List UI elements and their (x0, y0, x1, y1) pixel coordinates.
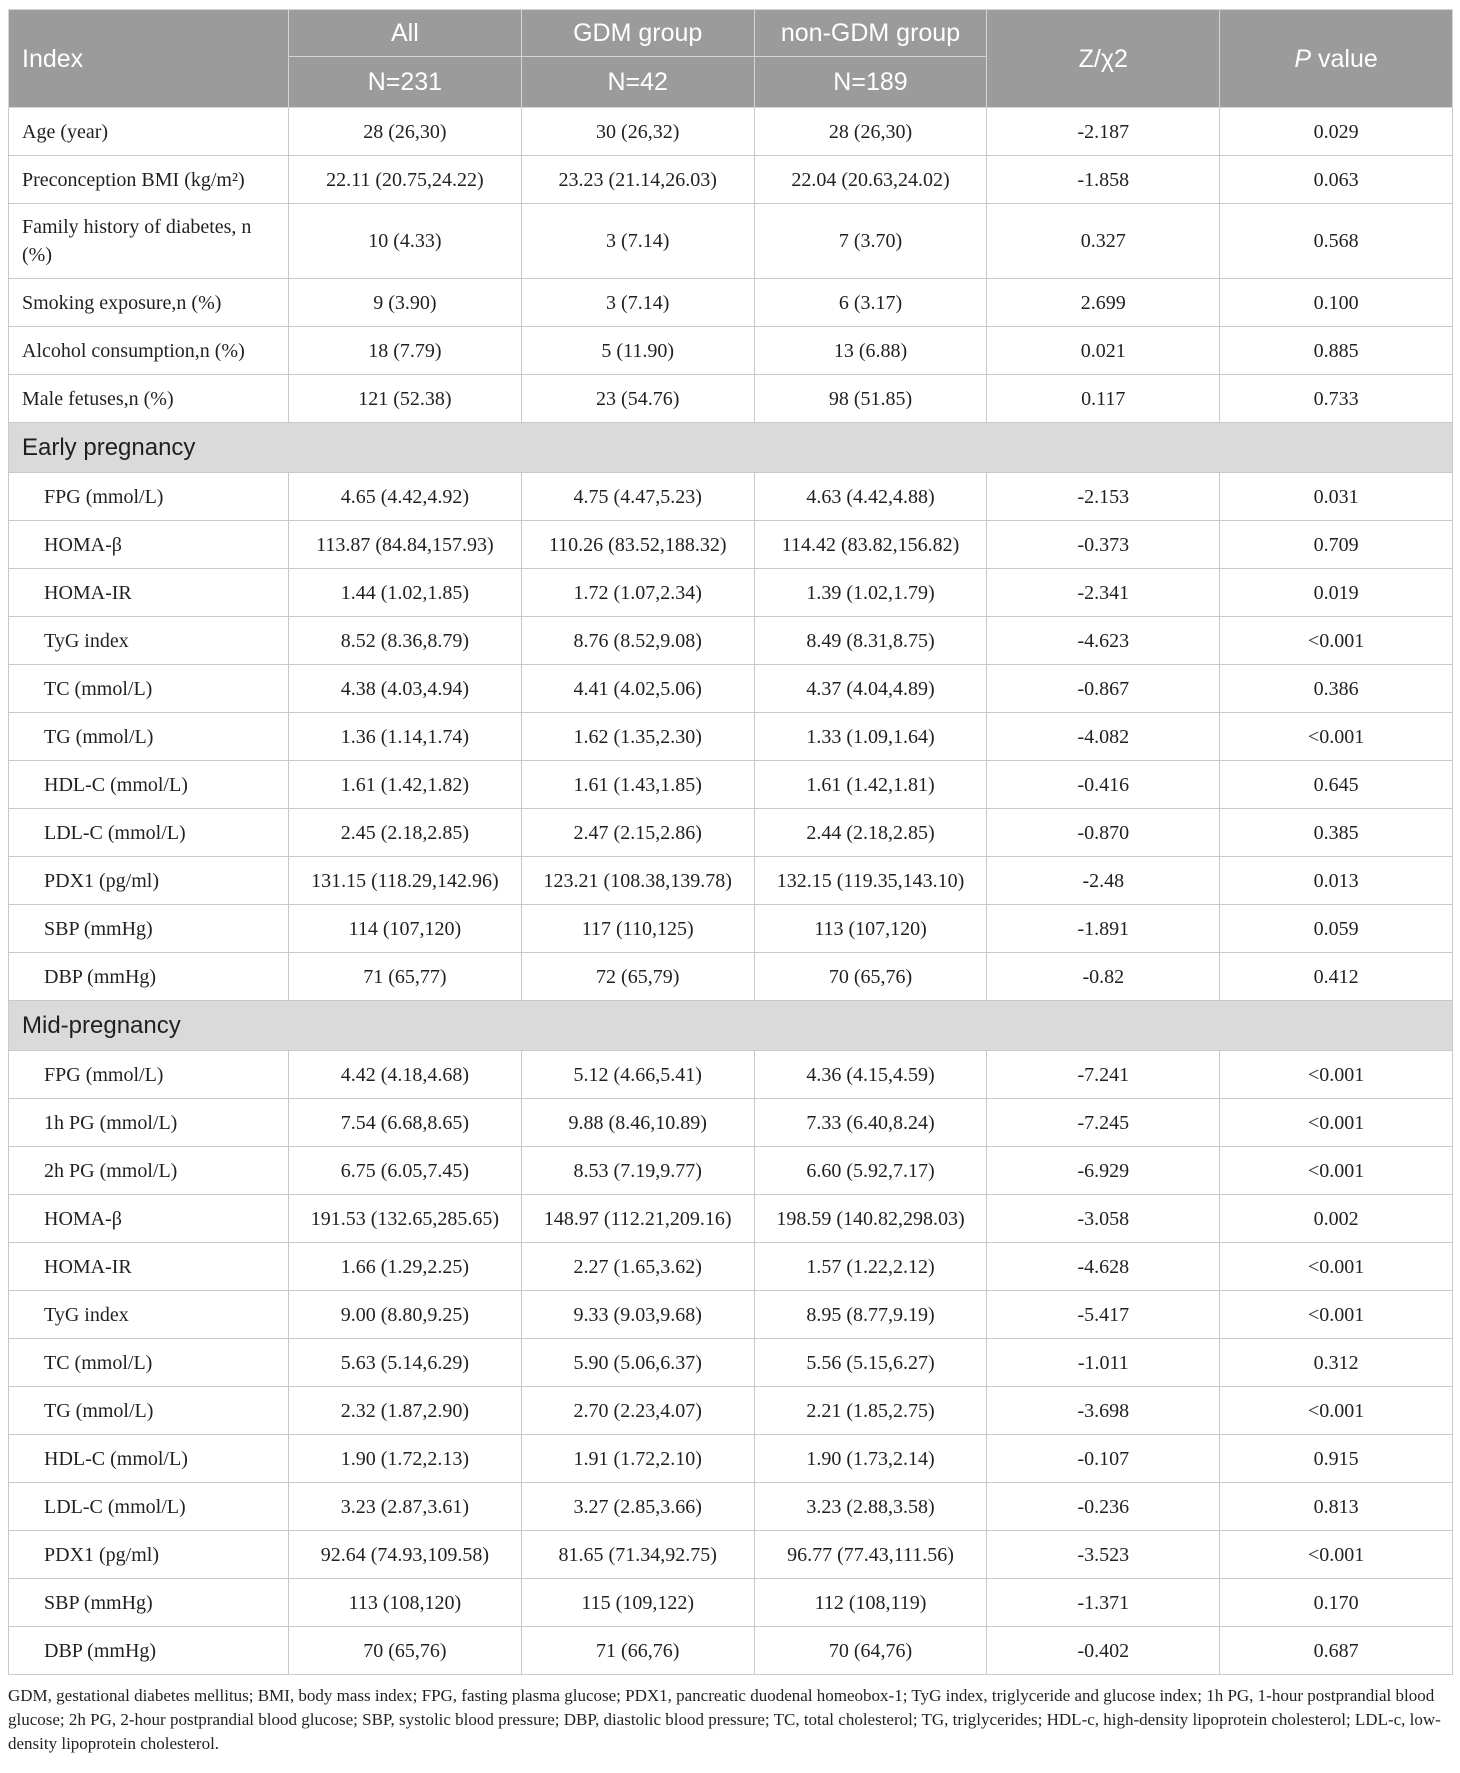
statistic-cell: -0.402 (987, 1627, 1220, 1675)
index-cell: HOMA-IR (9, 569, 289, 617)
p-value-cell: 0.029 (1220, 108, 1453, 156)
all-value-cell: 3.23 (2.87,3.61) (289, 1483, 522, 1531)
p-value-cell: 0.059 (1220, 905, 1453, 953)
gdm-value-cell: 1.91 (1.72,2.10) (521, 1435, 754, 1483)
p-value-cell: <0.001 (1220, 1147, 1453, 1195)
non-gdm-value-cell: 98 (51.85) (754, 375, 987, 423)
statistic-cell: -2.341 (987, 569, 1220, 617)
all-value-cell: 1.44 (1.02,1.85) (289, 569, 522, 617)
table-row (9, 857, 1453, 905)
all-value-cell: 1.66 (1.29,2.25) (289, 1243, 522, 1291)
statistic-cell: -0.107 (987, 1435, 1220, 1483)
gdm-value-cell: 2.70 (2.23,4.07) (521, 1387, 754, 1435)
all-value-cell: 71 (65,77) (289, 953, 522, 1001)
statistic-cell: 0.117 (987, 375, 1220, 423)
non-gdm-value-cell: 113 (107,120) (754, 905, 987, 953)
table-row (9, 108, 1453, 156)
p-value-cell: 0.645 (1220, 761, 1453, 809)
non-gdm-value-cell: 96.77 (77.43,111.56) (754, 1531, 987, 1579)
p-value-cell: <0.001 (1220, 1291, 1453, 1339)
table-row (9, 1339, 1453, 1387)
all-value-cell: 2.45 (2.18,2.85) (289, 809, 522, 857)
non-gdm-value-cell: 132.15 (119.35,143.10) (754, 857, 987, 905)
index-cell: LDL-C (mmol/L) (9, 809, 289, 857)
section-header-row (9, 423, 1453, 473)
all-value-cell: 5.63 (5.14,6.29) (289, 1339, 522, 1387)
index-cell: TyG index (9, 1291, 289, 1339)
gdm-value-cell: 9.33 (9.03,9.68) (521, 1291, 754, 1339)
gdm-value-cell: 23.23 (21.14,26.03) (521, 156, 754, 204)
gdm-value-cell: 5.12 (4.66,5.41) (521, 1051, 754, 1099)
all-value-cell: 113.87 (84.84,157.93) (289, 521, 522, 569)
gdm-value-cell: 110.26 (83.52,188.32) (521, 521, 754, 569)
statistic-cell: -0.82 (987, 953, 1220, 1001)
index-cell: HOMA-β (9, 1195, 289, 1243)
index-cell: HDL-C (mmol/L) (9, 761, 289, 809)
non-gdm-value-cell: 5.56 (5.15,6.27) (754, 1339, 987, 1387)
all-value-cell: 8.52 (8.36,8.79) (289, 617, 522, 665)
gdm-value-cell: 9.88 (8.46,10.89) (521, 1099, 754, 1147)
all-value-cell: 7.54 (6.68,8.65) (289, 1099, 522, 1147)
section-title: Mid-pregnancy (9, 1001, 1453, 1051)
p-value-cell: 0.386 (1220, 665, 1453, 713)
gdm-value-cell: 81.65 (71.34,92.75) (521, 1531, 754, 1579)
all-value-cell: 18 (7.79) (289, 327, 522, 375)
table-row (9, 617, 1453, 665)
gdm-value-cell: 8.53 (7.19,9.77) (521, 1147, 754, 1195)
table-row (9, 1051, 1453, 1099)
statistic-cell: 0.021 (987, 327, 1220, 375)
table-row (9, 1099, 1453, 1147)
index-cell: Preconception BMI (kg/m²) (9, 156, 289, 204)
statistic-cell: -0.236 (987, 1483, 1220, 1531)
gdm-value-cell: 3.27 (2.85,3.66) (521, 1483, 754, 1531)
non-gdm-value-cell: 1.33 (1.09,1.64) (754, 713, 987, 761)
gdm-value-cell: 3 (7.14) (521, 204, 754, 279)
all-value-cell: 4.42 (4.18,4.68) (289, 1051, 522, 1099)
gdm-value-cell: 72 (65,79) (521, 953, 754, 1001)
table-row (9, 375, 1453, 423)
p-value-cell: 0.312 (1220, 1339, 1453, 1387)
non-gdm-value-cell: 6 (3.17) (754, 279, 987, 327)
table-row (9, 1147, 1453, 1195)
all-value-cell: 121 (52.38) (289, 375, 522, 423)
statistic-cell: -3.698 (987, 1387, 1220, 1435)
statistic-cell: -0.870 (987, 809, 1220, 857)
non-gdm-sample-size: N=189 (754, 57, 987, 108)
statistic-cell: -7.241 (987, 1051, 1220, 1099)
statistic-cell: 0.327 (987, 204, 1220, 279)
gdm-value-cell: 30 (26,32) (521, 108, 754, 156)
all-value-cell: 4.38 (4.03,4.94) (289, 665, 522, 713)
non-gdm-value-cell: 112 (108,119) (754, 1579, 987, 1627)
statistic-cell: -0.416 (987, 761, 1220, 809)
statistic-cell: -0.867 (987, 665, 1220, 713)
p-value-cell: 0.687 (1220, 1627, 1453, 1675)
statistic-cell: -4.623 (987, 617, 1220, 665)
table-row (9, 1243, 1453, 1291)
gdm-value-cell: 2.27 (1.65,3.62) (521, 1243, 754, 1291)
p-value-cell: 0.709 (1220, 521, 1453, 569)
table-row (9, 521, 1453, 569)
table-row (9, 279, 1453, 327)
all-sample-size: N=231 (289, 57, 522, 108)
p-value-cell: 0.170 (1220, 1579, 1453, 1627)
statistic-cell: -2.48 (987, 857, 1220, 905)
all-value-cell: 10 (4.33) (289, 204, 522, 279)
index-cell: PDX1 (pg/ml) (9, 857, 289, 905)
gdm-value-cell: 8.76 (8.52,9.08) (521, 617, 754, 665)
index-cell: 2h PG (mmol/L) (9, 1147, 289, 1195)
index-cell: DBP (mmHg) (9, 1627, 289, 1675)
index-cell: SBP (mmHg) (9, 905, 289, 953)
non-gdm-value-cell: 198.59 (140.82,298.03) (754, 1195, 987, 1243)
gdm-value-cell: 3 (7.14) (521, 279, 754, 327)
index-cell: TG (mmol/L) (9, 1387, 289, 1435)
p-value-cell: 0.019 (1220, 569, 1453, 617)
table-row (9, 1627, 1453, 1675)
gdm-column-header: GDM group (521, 10, 754, 57)
gdm-value-cell: 5.90 (5.06,6.37) (521, 1339, 754, 1387)
all-value-cell: 191.53 (132.65,285.65) (289, 1195, 522, 1243)
table-body (9, 108, 1453, 1675)
index-cell: Age (year) (9, 108, 289, 156)
gdm-value-cell: 71 (66,76) (521, 1627, 754, 1675)
non-gdm-value-cell: 114.42 (83.82,156.82) (754, 521, 987, 569)
all-value-cell: 131.15 (118.29,142.96) (289, 857, 522, 905)
all-value-cell: 92.64 (74.93,109.58) (289, 1531, 522, 1579)
data-table (8, 9, 1453, 1675)
statistic-cell: -4.628 (987, 1243, 1220, 1291)
gdm-value-cell: 1.72 (1.07,2.34) (521, 569, 754, 617)
non-gdm-value-cell: 70 (64,76) (754, 1627, 987, 1675)
all-value-cell: 6.75 (6.05,7.45) (289, 1147, 522, 1195)
p-value-label: P value (1294, 44, 1378, 73)
table-row (9, 1291, 1453, 1339)
p-value-cell: <0.001 (1220, 1099, 1453, 1147)
gdm-value-cell: 4.75 (4.47,5.23) (521, 473, 754, 521)
all-value-cell: 1.61 (1.42,1.82) (289, 761, 522, 809)
non-gdm-value-cell: 8.49 (8.31,8.75) (754, 617, 987, 665)
statistic-cell: -6.929 (987, 1147, 1220, 1195)
table-row (9, 713, 1453, 761)
table-row (9, 473, 1453, 521)
all-value-cell: 113 (108,120) (289, 1579, 522, 1627)
index-cell: PDX1 (pg/ml) (9, 1531, 289, 1579)
index-cell: TC (mmol/L) (9, 665, 289, 713)
all-value-cell: 1.36 (1.14,1.74) (289, 713, 522, 761)
all-value-cell: 28 (26,30) (289, 108, 522, 156)
gdm-value-cell: 5 (11.90) (521, 327, 754, 375)
p-value-column-header (1220, 10, 1453, 108)
non-gdm-value-cell: 13 (6.88) (754, 327, 987, 375)
table-row (9, 1435, 1453, 1483)
non-gdm-value-cell: 2.44 (2.18,2.85) (754, 809, 987, 857)
index-cell: TyG index (9, 617, 289, 665)
statistic-cell: -1.371 (987, 1579, 1220, 1627)
table-row (9, 809, 1453, 857)
p-value-cell: 0.385 (1220, 809, 1453, 857)
statistic-cell: -2.153 (987, 473, 1220, 521)
non-gdm-value-cell: 7.33 (6.40,8.24) (754, 1099, 987, 1147)
p-value-cell: 0.733 (1220, 375, 1453, 423)
index-cell: TG (mmol/L) (9, 713, 289, 761)
index-cell: 1h PG (mmol/L) (9, 1099, 289, 1147)
non-gdm-value-cell: 28 (26,30) (754, 108, 987, 156)
index-cell: Family history of diabetes, n (%) (9, 204, 289, 279)
all-value-cell: 9 (3.90) (289, 279, 522, 327)
table-footnote: GDM, gestational diabetes mellitus; BMI, body mass index; FPG, fasting plasma glucose; PDX1, pancreatic duodenal homeobox-1; TyG index, triglyceride and glucose index; 1h PG, 1-hour postprandial blood glucose; 2h PG, 2-hour postprandial blood glucose; SBP, systolic blood pressure; DBP, diastolic blood pressure; TC, total cholesterol; TG, triglycerides; HDL-c, high-density lipoprotein cholesterol; LDL-c, low-density lipoprotein cholesterol. (8, 1686, 1441, 1753)
p-value-cell: 0.813 (1220, 1483, 1453, 1531)
non-gdm-value-cell: 3.23 (2.88,3.58) (754, 1483, 987, 1531)
statistic-cell: -7.245 (987, 1099, 1220, 1147)
non-gdm-value-cell: 22.04 (20.63,24.02) (754, 156, 987, 204)
p-value-cell: 0.100 (1220, 279, 1453, 327)
table-header (9, 10, 1453, 108)
p-value-cell: 0.915 (1220, 1435, 1453, 1483)
section-title: Early pregnancy (9, 423, 1453, 473)
non-gdm-value-cell: 8.95 (8.77,9.19) (754, 1291, 987, 1339)
table-row (9, 569, 1453, 617)
gdm-value-cell: 2.47 (2.15,2.86) (521, 809, 754, 857)
table-row (9, 204, 1453, 279)
statistic-cell: -1.858 (987, 156, 1220, 204)
p-value-cell: 0.031 (1220, 473, 1453, 521)
non-gdm-value-cell: 1.90 (1.73,2.14) (754, 1435, 987, 1483)
non-gdm-column-header: non-GDM group (754, 10, 987, 57)
all-value-cell: 9.00 (8.80,9.25) (289, 1291, 522, 1339)
non-gdm-value-cell: 4.36 (4.15,4.59) (754, 1051, 987, 1099)
all-value-cell: 114 (107,120) (289, 905, 522, 953)
statistic-cell: -5.417 (987, 1291, 1220, 1339)
table-row (9, 1483, 1453, 1531)
non-gdm-value-cell: 70 (65,76) (754, 953, 987, 1001)
statistic-cell: -3.523 (987, 1531, 1220, 1579)
all-value-cell: 2.32 (1.87,2.90) (289, 1387, 522, 1435)
non-gdm-value-cell: 1.61 (1.42,1.81) (754, 761, 987, 809)
gdm-value-cell: 4.41 (4.02,5.06) (521, 665, 754, 713)
p-value-cell: <0.001 (1220, 617, 1453, 665)
table-row (9, 1387, 1453, 1435)
statistic-cell: -4.082 (987, 713, 1220, 761)
table-row (9, 905, 1453, 953)
p-value-cell: <0.001 (1220, 1531, 1453, 1579)
table-row (9, 1531, 1453, 1579)
statistic-cell: -1.891 (987, 905, 1220, 953)
statistic-cell: -0.373 (987, 521, 1220, 569)
table-row (9, 156, 1453, 204)
statistic-cell: -2.187 (987, 108, 1220, 156)
gdm-value-cell: 1.61 (1.43,1.85) (521, 761, 754, 809)
non-gdm-value-cell: 2.21 (1.85,2.75) (754, 1387, 987, 1435)
p-value-cell: 0.013 (1220, 857, 1453, 905)
p-value-cell: 0.063 (1220, 156, 1453, 204)
section-header-row (9, 1001, 1453, 1051)
all-column-header: All (289, 10, 522, 57)
p-value-cell: <0.001 (1220, 1051, 1453, 1099)
table-row (9, 1195, 1453, 1243)
index-cell: HOMA-β (9, 521, 289, 569)
index-cell: FPG (mmol/L) (9, 1051, 289, 1099)
gdm-sample-size: N=42 (521, 57, 754, 108)
gdm-value-cell: 148.97 (112.21,209.16) (521, 1195, 754, 1243)
index-cell: Smoking exposure,n (%) (9, 279, 289, 327)
p-value-cell: 0.885 (1220, 327, 1453, 375)
all-value-cell: 70 (65,76) (289, 1627, 522, 1675)
p-value-cell: 0.412 (1220, 953, 1453, 1001)
p-value-cell: <0.001 (1220, 713, 1453, 761)
table-row (9, 953, 1453, 1001)
table-row (9, 1579, 1453, 1627)
p-value-cell: 0.568 (1220, 204, 1453, 279)
non-gdm-value-cell: 4.37 (4.04,4.89) (754, 665, 987, 713)
table-row (9, 665, 1453, 713)
index-cell: LDL-C (mmol/L) (9, 1483, 289, 1531)
statistic-cell: -1.011 (987, 1339, 1220, 1387)
statistic-cell: -3.058 (987, 1195, 1220, 1243)
index-cell: FPG (mmol/L) (9, 473, 289, 521)
header-row-groups (9, 10, 1453, 57)
index-cell: TC (mmol/L) (9, 1339, 289, 1387)
p-value-cell: <0.001 (1220, 1387, 1453, 1435)
index-cell: HDL-C (mmol/L) (9, 1435, 289, 1483)
all-value-cell: 4.65 (4.42,4.92) (289, 473, 522, 521)
gdm-value-cell: 115 (109,122) (521, 1579, 754, 1627)
all-value-cell: 22.11 (20.75,24.22) (289, 156, 522, 204)
index-cell: HOMA-IR (9, 1243, 289, 1291)
table-row (9, 327, 1453, 375)
non-gdm-value-cell: 7 (3.70) (754, 204, 987, 279)
non-gdm-value-cell: 6.60 (5.92,7.17) (754, 1147, 987, 1195)
table-row (9, 761, 1453, 809)
non-gdm-value-cell: 1.57 (1.22,2.12) (754, 1243, 987, 1291)
all-value-cell: 1.90 (1.72,2.13) (289, 1435, 522, 1483)
p-value-cell: 0.002 (1220, 1195, 1453, 1243)
index-cell: Alcohol consumption,n (%) (9, 327, 289, 375)
p-value-cell: <0.001 (1220, 1243, 1453, 1291)
index-cell: Male fetuses,n (%) (9, 375, 289, 423)
index-cell: SBP (mmHg) (9, 1579, 289, 1627)
index-cell: DBP (mmHg) (9, 953, 289, 1001)
non-gdm-value-cell: 1.39 (1.02,1.79) (754, 569, 987, 617)
gdm-value-cell: 1.62 (1.35,2.30) (521, 713, 754, 761)
index-column-header: Index (9, 10, 289, 108)
gdm-value-cell: 23 (54.76) (521, 375, 754, 423)
statistic-cell: 2.699 (987, 279, 1220, 327)
non-gdm-value-cell: 4.63 (4.42,4.88) (754, 473, 987, 521)
statistic-column-header: Z/χ2 (987, 10, 1220, 108)
gdm-value-cell: 123.21 (108.38,139.78) (521, 857, 754, 905)
gdm-value-cell: 117 (110,125) (521, 905, 754, 953)
